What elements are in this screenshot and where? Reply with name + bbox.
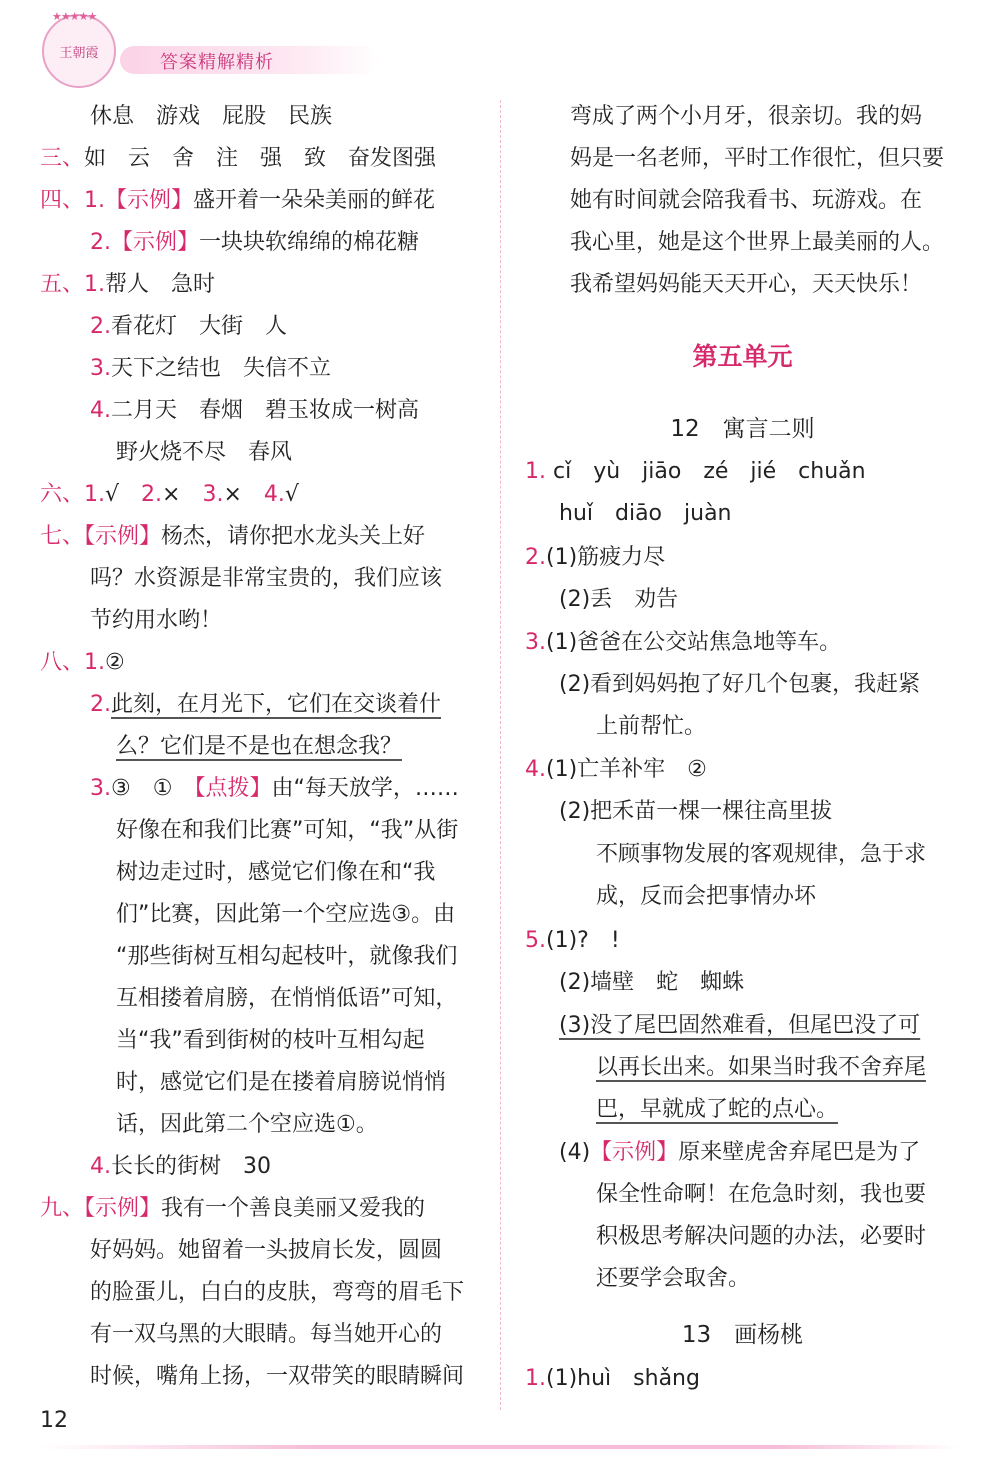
answer-text: × — [223, 482, 264, 507]
question-number: 七、 — [40, 524, 85, 549]
answer-text: 有一双乌黑的大眼睛。每当她开心的 — [90, 1322, 443, 1347]
answer-line — [40, 265, 215, 305]
answer-text: (2)丢 劝告 — [559, 587, 679, 612]
logo-stars: ★★★★★ — [52, 10, 97, 23]
answer-line — [559, 1133, 920, 1173]
answer-text: 盛开着一朵朵美丽的鲜花 — [193, 188, 436, 213]
answer-text: 弯成了两个小月牙，很亲切。我的妈 — [570, 104, 923, 129]
answer-line — [90, 97, 332, 137]
answer-text: 上前帮忙。 — [596, 714, 707, 739]
question-number: 3. — [525, 630, 546, 655]
answer-text: (3)没了尾巴固然难看，但尾巴没了可 — [559, 1013, 921, 1038]
answer-text: 原来壁虎舍弃尾巴是为了 — [678, 1140, 921, 1165]
example-label: 【示例】 — [111, 230, 200, 255]
answer-line — [90, 1273, 464, 1313]
question-number: 4. — [90, 1154, 111, 1179]
answer-line — [596, 835, 926, 875]
answer-line — [525, 452, 866, 492]
answer-text: 互相搂着肩膀，在悄悄低语”可知， — [116, 986, 458, 1011]
answer-text: (4) — [559, 1140, 591, 1165]
answer-line — [90, 1315, 442, 1355]
answer-text: 第五单元 — [692, 342, 793, 371]
answer-text: (1)亡羊补牢 ② — [546, 757, 707, 782]
answer-line — [116, 727, 402, 767]
answer-line — [116, 979, 457, 1019]
unit-title — [520, 337, 965, 373]
answer-text: 13 画杨桃 — [681, 1322, 804, 1348]
answer-text: 天下之结也 失信不立 — [111, 356, 332, 381]
answer-text: 她有时间就会陪我看书、玩游戏。在 — [570, 188, 923, 213]
answer-text: × — [162, 482, 203, 507]
answer-text: 时，感觉它们是在搂着肩膀说悄悄 — [116, 1070, 447, 1095]
example-label: 【点拨】 — [194, 776, 272, 801]
answer-line — [90, 349, 331, 389]
answer-text: (1)筋疲力尽 — [546, 545, 666, 570]
answer-line — [559, 1006, 920, 1046]
lesson-title — [520, 1316, 965, 1349]
answer-text: 还要学会取舍。 — [596, 1266, 751, 1291]
publisher-logo — [42, 10, 116, 88]
answer-text: 杨杰，请你把水龙头关上好 — [161, 524, 426, 549]
page-number: 12 — [40, 1408, 68, 1433]
answer-line — [90, 685, 441, 725]
answer-line — [596, 707, 706, 747]
answer-line — [596, 1259, 750, 1299]
answer-line — [40, 475, 299, 515]
answer-text: 吗？水资源是非常宝贵的，我们应该 — [90, 566, 443, 591]
answer-line — [40, 517, 425, 557]
answer-line — [116, 895, 455, 935]
answer-text: 长长的街树 30 — [111, 1154, 271, 1179]
answer-line — [40, 181, 435, 221]
answer-text: 巴，早就成了蛇的点心。 — [596, 1097, 839, 1122]
question-number: 四、1. — [40, 188, 105, 213]
question-number: 2. — [525, 545, 546, 570]
example-label: 【示例】 — [105, 188, 194, 213]
answer-line — [116, 1021, 425, 1061]
answer-text: 12 寓言二则 — [670, 416, 815, 442]
answer-line — [90, 391, 419, 431]
answer-text: 成，反而会把事情办坏 — [596, 884, 817, 909]
answer-text: √ — [105, 482, 142, 507]
answer-line — [596, 1048, 926, 1088]
answer-text: huǐ diāo juàn — [559, 501, 732, 526]
question-number: 五、1. — [40, 272, 105, 297]
answer-text: 看花灯 大街 人 — [111, 314, 288, 339]
answer-text: (1)爸爸在公交站焦急地等车。 — [546, 630, 842, 655]
answer-text: (1)? ! — [546, 928, 620, 953]
answer-text: 时候，嘴角上扬，一双带笑的眼睛瞬间 — [90, 1364, 465, 1389]
question-number: 5. — [525, 928, 546, 953]
footer-decoration — [40, 1445, 960, 1449]
answer-text: 积极思考解决问题的办法，必要时 — [596, 1224, 927, 1249]
question-number: 2. — [90, 230, 111, 255]
answer-line — [559, 792, 832, 832]
answer-text: cǐ yù jiāo zé jié chuǎn — [546, 459, 866, 484]
answer-text: 我心里，她是这个世界上最美丽的人。 — [570, 230, 945, 255]
answer-text: 当“我”看到街树的枝叶互相勾起 — [116, 1028, 425, 1053]
answer-text: 的脸蛋儿，白白的皮肤，弯弯的眉毛下 — [90, 1280, 465, 1305]
question-number: 4. — [263, 482, 285, 507]
answer-line — [559, 963, 744, 1003]
answer-line — [90, 1231, 442, 1271]
answer-line — [525, 1359, 700, 1399]
answer-text: 由“每天放学，…… — [271, 776, 459, 801]
answer-text: (2)看到妈妈抱了好几个包裹，我赶紧 — [559, 672, 921, 697]
answer-line — [570, 265, 922, 305]
question-number: 3. — [90, 356, 111, 381]
question-number: 八、1. — [40, 650, 105, 675]
answer-text: (1)huì shǎng — [546, 1366, 700, 1391]
example-label: 【示例】 — [84, 524, 162, 549]
question-number: 4. — [90, 398, 111, 423]
question-number: 三、 — [40, 146, 85, 171]
answer-line — [116, 433, 292, 473]
answer-line — [596, 1090, 838, 1130]
answer-text: 们”比赛，因此第一个空应选③。由 — [116, 902, 456, 927]
answer-text: √ — [284, 482, 299, 507]
header-title: 答案精解精析 — [160, 52, 274, 73]
answer-text: 此刻，在月光下，它们在交谈着什 — [111, 692, 442, 717]
question-number: 六、1. — [40, 482, 105, 507]
answer-line — [570, 97, 922, 137]
answer-line — [90, 307, 287, 347]
answer-line — [525, 921, 620, 961]
answer-line — [559, 494, 732, 534]
answer-text: 么？它们是不是也在想念我？ — [116, 734, 403, 759]
answer-text: (2)墙壁 蛇 蜘蛛 — [559, 970, 745, 995]
answer-text: 树边走过时，感觉它们像在和“我 — [116, 860, 436, 885]
answer-text: 话，因此第二个空应选①。 — [116, 1112, 378, 1137]
answer-line — [40, 1189, 425, 1229]
answer-text: 以再长出来。如果当时我不舍弃尾 — [596, 1055, 927, 1080]
example-label: 【示例】 — [84, 1196, 162, 1221]
answer-line — [90, 223, 419, 263]
question-number: 3. — [90, 776, 111, 801]
answer-line — [116, 1063, 446, 1103]
answer-line — [570, 223, 944, 263]
logo-text: 王朝霞 — [59, 45, 99, 61]
answer-line — [90, 559, 442, 599]
answer-line — [90, 1357, 464, 1397]
answer-text: 保全性命啊！在危急时刻，我也要 — [596, 1182, 927, 1207]
question-number: 1. — [525, 459, 546, 484]
question-number: 2. — [90, 692, 111, 717]
answer-line — [525, 750, 707, 790]
answer-line — [90, 1147, 271, 1187]
answer-line — [596, 877, 816, 917]
answer-line — [116, 937, 457, 977]
answer-line — [559, 665, 920, 705]
answer-line — [90, 601, 222, 641]
answer-text: “那些街树互相勾起枝叶，就像我们 — [116, 944, 458, 969]
answer-line — [525, 538, 665, 578]
answer-text: 妈是一名老师，平时工作很忙，但只要 — [570, 146, 945, 171]
answer-line — [570, 181, 922, 221]
answer-text: 帮人 急时 — [105, 272, 216, 297]
question-number: 3. — [202, 482, 224, 507]
question-number: 1. — [525, 1366, 546, 1391]
answer-line — [40, 643, 125, 683]
question-number: 2. — [141, 482, 163, 507]
question-number: 九、 — [40, 1196, 85, 1221]
answer-line — [116, 1105, 378, 1145]
question-number: 2. — [90, 314, 111, 339]
answer-text: 好像在和我们比赛”可知，“我”从街 — [116, 818, 459, 843]
answer-text: 如 云 舍 注 强 致 奋发图强 — [84, 146, 437, 171]
answer-line — [116, 811, 458, 851]
example-label: 【示例】 — [590, 1140, 679, 1165]
lesson-title — [520, 410, 965, 443]
column-divider — [500, 100, 501, 1410]
answer-line — [90, 769, 459, 809]
answer-text: 节约用水哟！ — [90, 608, 223, 633]
answer-line — [559, 580, 678, 620]
answer-text: 野火烧不尽 春风 — [116, 440, 293, 465]
answer-text: 不顾事物发展的客观规律，急于求 — [596, 842, 927, 867]
answer-line — [40, 139, 436, 179]
answer-line — [570, 139, 944, 179]
question-number: 4. — [525, 757, 546, 782]
answer-line — [596, 1175, 926, 1215]
answer-text: 好妈妈。她留着一头披肩长发，圆圆 — [90, 1238, 443, 1263]
answer-text: 一块块软绵绵的棉花糖 — [199, 230, 420, 255]
answer-text: 休息 游戏 屁股 民族 — [90, 104, 333, 129]
answer-text: 我有一个善良美丽又爱我的 — [161, 1196, 426, 1221]
answer-text: (2)把禾苗一棵一棵往高里拔 — [559, 799, 833, 824]
answer-line — [596, 1217, 926, 1257]
page-header — [0, 0, 1000, 90]
answer-text: ③ ① — [111, 776, 195, 801]
answer-line — [525, 623, 841, 663]
answer-text: 二月天 春烟 碧玉妆成一树高 — [111, 398, 420, 423]
answer-text: 我希望妈妈能天天开心，天天快乐！ — [570, 272, 923, 297]
answer-text: ② — [105, 650, 125, 675]
answer-line — [116, 853, 435, 893]
